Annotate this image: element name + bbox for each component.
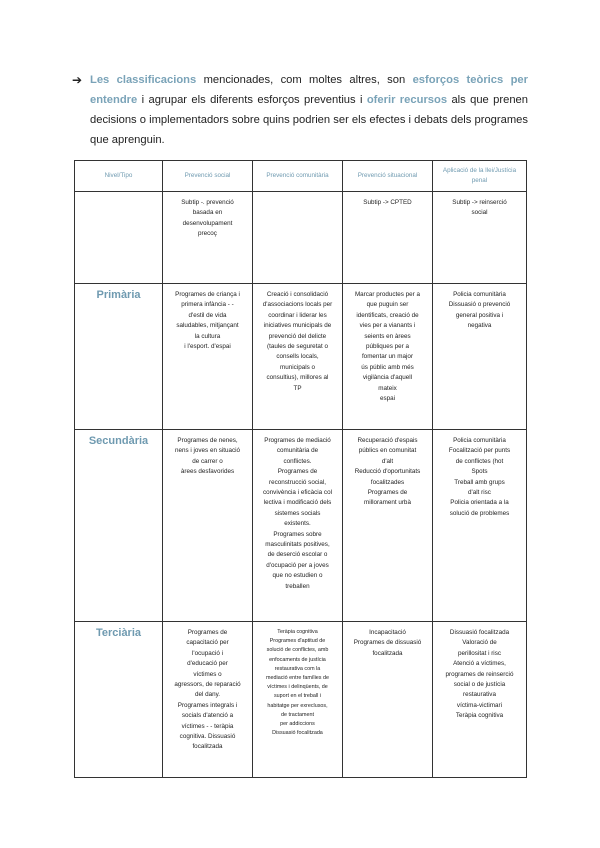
intro-highlight-2: esforços teòrics per entendre bbox=[90, 74, 528, 106]
header-cell: Prevenció social bbox=[163, 161, 253, 192]
intro-highlight-3: oferir recursos bbox=[366, 94, 448, 106]
header-cell: Prevenció situacional bbox=[343, 161, 433, 192]
subtype-cell: Subtip -> reinserció social bbox=[433, 192, 527, 284]
intro-highlight-1: Les classificacions bbox=[90, 74, 197, 86]
table-cell: Programes de mediació comunitària de conflictes. Programes de reconstrucció social, convivència i eficàcia col lectiva i modificació dels sistemes socials existents. Programes sobre masculinitats positives, de deserció escolar o d'ocupació per a joves que no estudien o treballen bbox=[253, 430, 343, 622]
header-cell: Nivel/Tipo bbox=[75, 161, 163, 192]
table-cell: Programes de nenes, nens i joves en situació de carrer o àrees desfavorides bbox=[163, 430, 253, 622]
intro-paragraph bbox=[72, 70, 528, 150]
header-cell: Aplicació de la llei/Justícia penal bbox=[433, 161, 527, 192]
level-label: Primària bbox=[75, 284, 163, 430]
table-cell: Policia comunitària Dissuasió o prevenció general positiva i negativa bbox=[433, 284, 527, 430]
table-cell: Recuperació d'espais públics en comunitat d'alt Reducció d'oportunitats focalitzades Programes de millorament urbà bbox=[343, 430, 433, 622]
subtype-cell bbox=[75, 192, 163, 284]
prevention-table bbox=[74, 160, 527, 778]
arrow-icon: ➔ bbox=[72, 73, 83, 87]
table-cell: Creació i consolidació d'associacions locals per coordinar i liderar les iniciatives municipals de prevenció del delicte (taules de seguretat o consells locals, municipals o consultius), millores al TP bbox=[253, 284, 343, 430]
table-cell: Policia comunitària Focalització per punts de conflictes (hot Spots Treball amb grups d'alt risc Policia orientada a la solució de problemes bbox=[433, 430, 527, 622]
subtype-cell bbox=[253, 192, 343, 284]
table-row-terciaria bbox=[75, 622, 527, 778]
table-header-row bbox=[75, 161, 527, 192]
table-cell: Teràpia cognitiva Programes d'aptitud de solució de conflictes, amb enfocaments de justícia restaurativa com la mediació entre famílies de víctimes i delinqüents, de suport en el treball i habitatge per exreclusos, de tractament per addiccions Dissuasió focalitzada bbox=[253, 622, 343, 778]
level-label: Terciària bbox=[75, 622, 163, 778]
header-cell: Prevenció comunitària bbox=[253, 161, 343, 192]
subtype-cell: Subtip -. prevenció basada en desenvolupament precoç bbox=[163, 192, 253, 284]
subtype-cell: Subtip -> CPTED bbox=[343, 192, 433, 284]
table-cell: Dissuasió focalitzada Valoració de perillositat i risc Atenció a víctimes, programes de reinserció social o de justícia restaurativa víctima-victimari Teràpia cognitiva bbox=[433, 622, 527, 778]
level-label: Secundària bbox=[75, 430, 163, 622]
table-cell: Marcar productes per a que puguin ser identificats, creació de vies per a vianants i seients en àrees públiques per a fomentar un major ús públic amb més vigilància d'aquell mateix espai bbox=[343, 284, 433, 430]
table-row-secundaria bbox=[75, 430, 527, 622]
intro-text-3: als que prenen decisions o implementadors sobre quins podrien ser els efectes i debats dels programes que aprenguin. bbox=[90, 94, 528, 146]
subtype-row bbox=[75, 192, 527, 284]
table-cell: Incapacitació Programes de dissuasió focalitzada bbox=[343, 622, 433, 778]
table-cell: Programes de criança i primera infància - - d'estil de vida saludables, mitjançant la cultura i l'esport. d'espai bbox=[163, 284, 253, 430]
table-row-primaria bbox=[75, 284, 527, 430]
intro-text-1: mencionades, com moltes altres, son bbox=[196, 74, 413, 86]
table-cell: Programes de capacitació per l'ocupació i d'educació per víctimes o agressors, de reparació del dany. Programes integrals i socials d'atenció a víctimes - - teràpia cognitiva. Dissuasió focalitzada bbox=[163, 622, 253, 778]
intro-text-2: i agrupar els diferents esforços preventius i bbox=[137, 94, 367, 106]
